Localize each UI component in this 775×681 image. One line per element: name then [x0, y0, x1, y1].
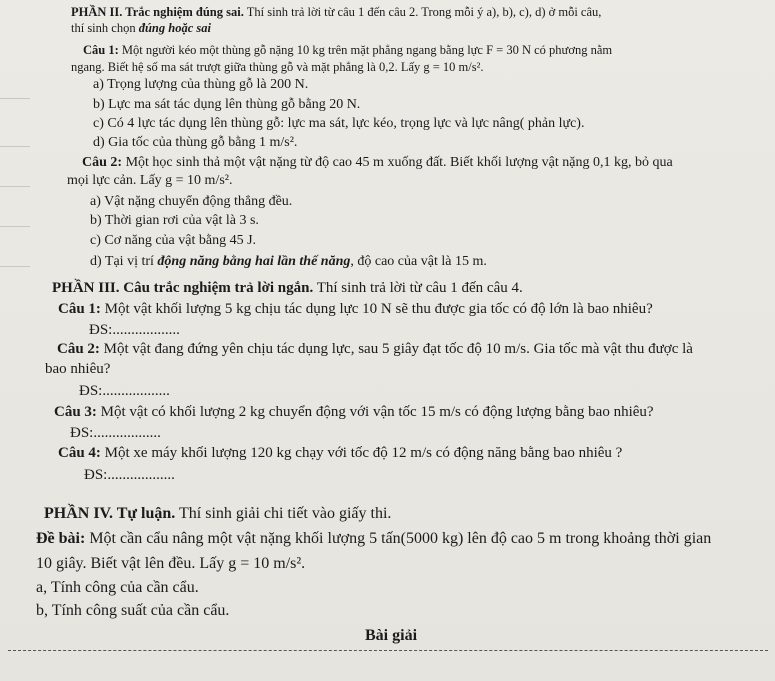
part3-title: PHẦN III. Câu trắc nghiệm trả lời ngắn. — [52, 280, 314, 296]
part3-q2-answer: ĐS:.................. — [79, 383, 170, 399]
part4-problem-line1 — [36, 531, 711, 547]
part2-title: PHẦN II. Trắc nghiệm đúng sai. — [71, 5, 244, 19]
part3-q1 — [58, 302, 653, 317]
part2-instruction-emphasis: đúng hoặc sai — [138, 21, 211, 35]
part2-q2-option-b: b) Thời gian rơi của vật là 3 s. — [90, 213, 259, 228]
part4-problem-text-a: Một cần cẩu nâng một vật nặng khối lượng 5 tấn(5000 kg) lên độ cao 5 m trong khoảng thời gian — [89, 530, 712, 547]
part4-header — [44, 506, 391, 522]
part2-q1-option-a: a) Trọng lượng của thùng gỗ là 200 N. — [93, 77, 309, 92]
part2-q2-text-a: Một học sinh thả một vật nặng từ độ cao 45 m xuống đất. Biết khối lượng vật nặng 0,1 kg, bỏ qua — [125, 155, 673, 170]
part3-q4-label: Câu 4: — [58, 445, 101, 461]
part3-q4-text: Một xe máy khối lượng 120 kg chạy với tốc độ 12 m/s có động năng bằng bao nhiêu ? — [104, 445, 623, 461]
part4-problem-text-b: 10 giây. Biết vật lên đều. Lấy g = 10 m/s². — [36, 555, 306, 572]
part2-q2-option-d — [90, 255, 487, 269]
part2-q1-text-a: Một người kéo một thùng gỗ nặng 10 kg trên mặt phẳng ngang bằng lực F = 30 N có phương nằm — [121, 43, 613, 57]
part3-q3 — [54, 405, 654, 420]
part2-q1-stem-line1 — [83, 44, 612, 57]
part2-instruction-a: Thí sinh trả lời từ câu 1 đến câu 2. Trong mỗi ý a), b), c), d) ở mỗi câu, — [246, 5, 602, 19]
part3-q2-text-a: Một vật đang đứng yên chịu tác dụng lực, sau 5 giây đạt tốc độ 10 m/s. Gia tốc mà vật thu được là — [103, 341, 693, 357]
part3-q4-answer: ĐS:.................. — [84, 467, 175, 483]
part2-q1-text-b: ngang. Biết hệ số ma sát trượt giữa thùng gỗ và mặt phẳng là 0,2. Lấy g = 10 m/s². — [71, 60, 484, 74]
part2-q1-option-d: d) Gia tốc của thùng gỗ bằng 1 m/s². — [93, 135, 298, 150]
part3-q3-label: Câu 3: — [54, 404, 97, 420]
part2-q2-text-b: mọi lực cản. Lấy g = 10 m/s². — [67, 173, 233, 188]
part4-problem-label: Đề bài: — [36, 530, 86, 547]
part2-q1-option-c: c) Có 4 lực tác dụng lên thùng gỗ: lực ma sát, lực kéo, trọng lực và lực nâng( phản lực). — [93, 116, 585, 131]
part3-header — [52, 281, 523, 296]
part3-q2-line1 — [57, 342, 693, 357]
part4-item-b: b, Tính công suất của cần cẩu. — [36, 602, 230, 619]
part4-title: PHẦN IV. Tự luận. — [44, 505, 176, 522]
part3-instruction: Thí sinh trả lời từ câu 1 đến câu 4. — [316, 280, 523, 296]
part2-q2-option-d-start: d) Tại vị trí — [90, 254, 158, 269]
part2-q2-option-a: a) Vật nặng chuyển động thẳng đều. — [90, 194, 293, 209]
part4-instruction: Thí sinh giải chi tiết vào giấy thi. — [179, 505, 392, 522]
part2-q1-label: Câu 1: — [83, 43, 119, 57]
part3-q1-text: Một vật khối lượng 5 kg chịu tác dụng lực 10 N sẽ thu được gia tốc có độ lớn là bao nhiêu? — [104, 301, 653, 317]
part2-q2-option-c: c) Cơ năng của vật bằng 45 J. — [90, 233, 257, 248]
solution-heading: Bài giải — [365, 627, 418, 644]
answer-dotted-line — [8, 650, 768, 651]
part2-q2-label: Câu 2: — [82, 155, 123, 170]
part3-q3-answer: ĐS:.................. — [70, 425, 161, 441]
part3-q1-answer: ĐS:.................. — [89, 322, 180, 338]
part2-q2-stem-line1 — [82, 156, 673, 170]
part3-q4 — [58, 446, 622, 461]
part3-q3-text: Một vật có khối lượng 2 kg chuyển động với vận tốc 15 m/s có động lượng bằng bao nhiêu? — [100, 404, 654, 420]
part2-q1-option-b: b) Lực ma sát tác dụng lên thùng gỗ bằng 20 N. — [93, 97, 361, 112]
part2-q2-option-d-emphasis: động năng bằng hai lần thế năng — [157, 254, 351, 269]
part2-header — [71, 6, 601, 19]
part4-item-a: a, Tính công của cần cẩu. — [36, 579, 199, 596]
part2-q2-option-d-end: , độ cao của vật là 15 m. — [350, 254, 487, 269]
part2-instruction-line2 — [71, 22, 211, 35]
part3-q2-label: Câu 2: — [57, 341, 100, 357]
part3-q2-text-b: bao nhiêu? — [45, 361, 111, 377]
part2-instruction-b: thí sinh chọn — [71, 21, 139, 35]
part3-q1-label: Câu 1: — [58, 301, 101, 317]
